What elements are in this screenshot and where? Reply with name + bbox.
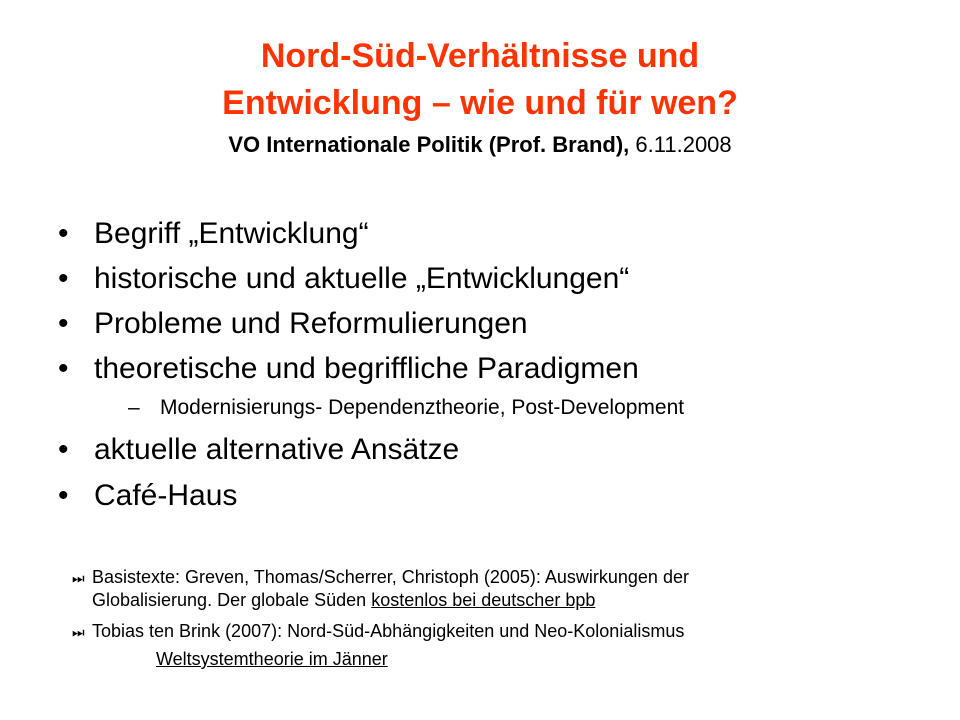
dash-marker: – xyxy=(128,396,140,419)
bullet-text: aktuelle alternative Ansätze xyxy=(94,433,460,466)
bullet-marker: • xyxy=(58,217,69,250)
reference-text: Tobias ten Brink (2007): Nord-Süd-Abhängigkeiten und Neo-Kolonialismus xyxy=(92,621,685,641)
bullet-text: Begriff „Entwicklung“ xyxy=(94,217,369,250)
reference-basistexte-continued xyxy=(92,589,595,611)
reference-text: Basistexte: Greven, Thomas/Scherrer, Christoph (2005): Auswirkungen der xyxy=(92,567,689,587)
list-item xyxy=(58,261,629,297)
list-item xyxy=(58,478,237,514)
reference-weltsystem xyxy=(156,648,388,670)
reference-basistexte xyxy=(72,566,689,589)
bpb-link[interactable]: kostenlos bei deutscher bpb xyxy=(371,590,596,610)
course-name: VO Internationale Politik (Prof. Brand), xyxy=(228,132,630,157)
bullet-marker: • xyxy=(58,262,69,295)
sub-list-item xyxy=(128,394,684,422)
bullet-text: Café-Haus xyxy=(94,479,238,512)
bullet-marker: • xyxy=(58,479,69,512)
list-item xyxy=(58,432,459,468)
slide-title xyxy=(0,33,960,127)
title-line-2: Entwicklung – wie und für wen? xyxy=(222,84,738,122)
sub-bullet-text: Modernisierungs- Dependenztheorie, Post-Development xyxy=(160,396,685,419)
skip-forward-icon: ⏭ xyxy=(72,570,85,586)
slide-subtitle xyxy=(0,131,960,159)
list-item xyxy=(58,351,639,387)
reference-tobias xyxy=(72,620,684,643)
bullet-marker: • xyxy=(58,433,69,466)
title-line-1: Nord-Süd-Verhältnisse und xyxy=(260,37,700,75)
bullet-text: theoretische und begriffliche Paradigmen xyxy=(94,352,639,385)
bullet-marker: • xyxy=(58,352,69,385)
weltsystem-link[interactable]: Weltsystemtheorie im Jänner xyxy=(156,649,388,669)
bullet-marker: • xyxy=(58,307,69,340)
lecture-date: 6.11.2008 xyxy=(635,132,732,157)
list-item xyxy=(58,216,369,252)
list-item xyxy=(58,306,528,342)
skip-forward-icon: ⏭ xyxy=(72,624,85,640)
bullet-text: Probleme und Reformulierungen xyxy=(94,307,528,340)
bullet-text: historische und aktuelle „Entwicklungen“ xyxy=(94,262,630,295)
reference-text: Globalisierung. Der globale Süden xyxy=(92,590,367,610)
